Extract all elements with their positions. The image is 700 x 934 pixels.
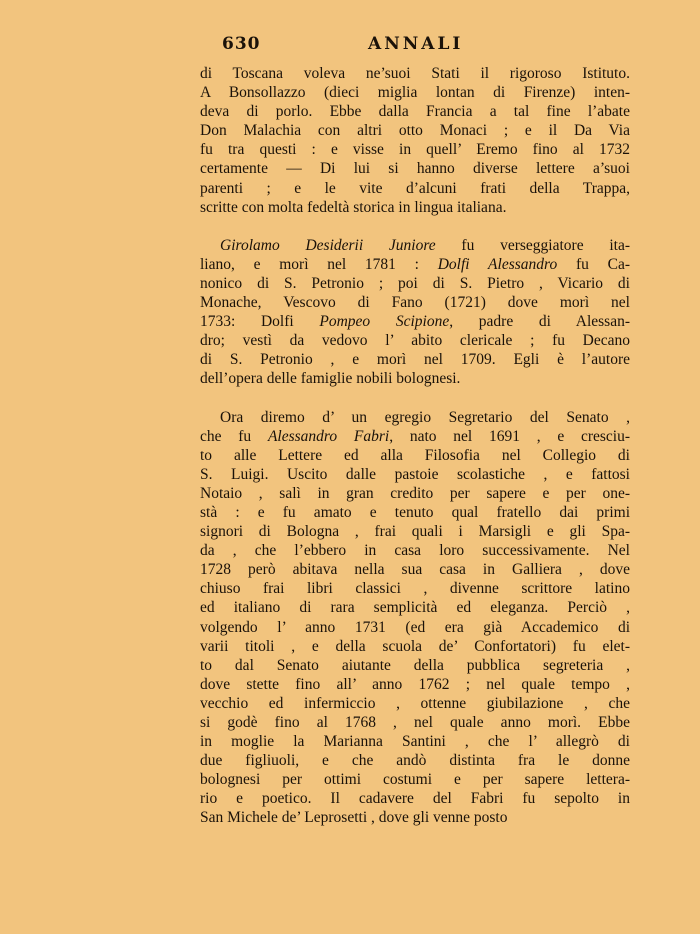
text-run: varii titoli , e della scuola de’ Confortatori) fu elet-	[200, 637, 630, 655]
text-line	[200, 751, 630, 770]
text-line	[200, 637, 630, 656]
text-run: parenti ; e le vite d’alcuni frati della Trappa,	[200, 179, 630, 197]
text-run: dove stette fino all’ anno 1762 ; nel quale tempo ,	[200, 675, 630, 693]
text-run: Don Malachia con altri otto Monaci ; e il Da Via	[200, 122, 630, 140]
text-line	[200, 675, 630, 694]
text-run: 1733: Dolfi	[200, 313, 320, 331]
text-line	[200, 789, 630, 808]
text-run: di Toscana voleva ne’suoi Stati il rigoroso Istituto.	[200, 65, 630, 82]
text-run: certamente — Di lui si hanno diverse lettere a’suoi	[200, 160, 630, 178]
text-line	[200, 656, 630, 675]
italic-name: Dolfi Alessandro	[437, 255, 558, 273]
text-line	[200, 541, 630, 560]
paragraph	[200, 64, 630, 217]
text-run: A Bonsollazzo (dieci miglia lontan di Firenze) inten-	[200, 84, 630, 102]
text-run: si godè fino al 1768 , nel quale anno morì. Ebbe	[200, 714, 630, 731]
text-line	[200, 369, 630, 388]
text-line	[200, 255, 630, 274]
text-run: Monache, Vescovo di Fano (1721) dove morì nel	[200, 294, 630, 312]
text-line	[200, 293, 630, 312]
text-line	[200, 598, 630, 617]
text-run: fu Ca-	[557, 255, 630, 273]
italic-name: Girolamo Desiderii Juniore	[220, 236, 436, 254]
text-line	[200, 274, 630, 293]
text-run: volgendo l’ anno 1731 (ed era già Accademico di	[200, 618, 630, 636]
text-run: bolognesi per ottimi costumi e per sapere lettera-	[200, 771, 630, 789]
text-run: to dal Senato aiutante della pubblica segreteria ,	[200, 656, 630, 674]
text-run: chiuso frai libri classici , divenne scrittore latino	[200, 580, 630, 598]
italic-name: Alessandro Fabri	[267, 427, 390, 445]
text-line	[200, 560, 630, 579]
text-line	[200, 503, 630, 522]
text-run: fu tra questi : e visse in quell’ Eremo fino al 1732	[200, 141, 630, 159]
text-run: Ora diremo d’ un egregio Segretario del Senato ,	[220, 408, 630, 426]
text-line	[200, 236, 630, 255]
text-line	[200, 121, 630, 140]
text-line	[200, 522, 630, 541]
text-run: liano, e morì nel 1781 :	[200, 255, 438, 273]
text-run: rio e poetico. Il cadavere del Fabri fu sepolto in	[200, 790, 630, 808]
text-line	[200, 732, 630, 751]
text-line	[200, 159, 630, 178]
text-line	[200, 770, 630, 789]
text-run: stà : e fu amato e tenuto qual fratello dai primi	[200, 503, 630, 521]
running-head: ANNALI	[368, 34, 464, 54]
text-run: due figliuoli, e che andò distinta fra le donne	[200, 752, 630, 770]
text-run: in moglie la Marianna Santini , che l’ allegrò di	[200, 733, 630, 751]
text-run: che fu	[200, 427, 268, 445]
text-run: Notaio , salì in gran credito per sapere e per one-	[200, 484, 630, 502]
page-header	[198, 34, 488, 56]
text-line	[200, 427, 630, 446]
body-text	[200, 64, 630, 828]
text-line	[200, 408, 630, 427]
text-line	[200, 350, 630, 369]
text-run: vecchio ed infermiccio , ottenne giubilazione , che	[200, 694, 630, 712]
text-line	[200, 579, 630, 598]
text-line	[200, 140, 630, 159]
text-line	[200, 312, 630, 331]
text-run: ed italiano di rara semplicità ed eleganza. Perciò ,	[200, 599, 630, 617]
text-line	[200, 808, 630, 827]
text-line	[200, 465, 630, 484]
text-run: dell’opera delle famiglie nobili bolognesi.	[200, 370, 461, 388]
paragraph	[200, 236, 630, 389]
text-line	[200, 331, 630, 350]
text-run: scritte con molta fedeltà storica in lingua italiana.	[200, 198, 507, 216]
text-run: signori di Bologna , frai quali i Marsigli e gli Spa-	[200, 523, 630, 541]
text-run: , nato nel 1691 , e cresciu-	[389, 427, 631, 445]
text-run: S. Luigi. Uscito dalle pastoie scolastiche , e fattosi	[200, 465, 630, 483]
italic-name: Pompeo Scipione	[319, 313, 450, 331]
text-run: to alle Lettere ed alla Filosofia nel Collegio di	[200, 446, 630, 464]
text-run: nonico di S. Petronio ; poi di S. Pietro , Vicario di	[200, 274, 630, 292]
text-run: da , che l’ebbero in casa loro successivamente. Nel	[200, 542, 630, 560]
text-run: di S. Petronio , e morì nel 1709. Egli è l’autore	[200, 351, 630, 369]
paragraph	[200, 408, 630, 828]
text-line	[200, 102, 630, 121]
text-line	[200, 83, 630, 102]
text-line	[200, 713, 630, 732]
text-line	[200, 446, 630, 465]
text-line	[200, 484, 630, 503]
text-line	[200, 694, 630, 713]
page-number: 630	[222, 34, 261, 54]
text-run: San Michele de’ Leprosetti , dove gli venne posto	[200, 809, 508, 827]
text-run: , padre di Alessan-	[449, 313, 630, 331]
text-line	[200, 179, 630, 198]
text-run: fu verseggiatore ita-	[435, 236, 630, 254]
text-run: dro; vestì da vedovo l’ abito clericale ; fu Decano	[200, 332, 630, 350]
text-line	[200, 618, 630, 637]
text-line	[200, 64, 630, 83]
text-run: deva di porlo. Ebbe dalla Francia a tal fine l’abate	[200, 103, 630, 121]
text-line	[200, 198, 630, 217]
text-run: 1728 però abitava nella sua casa in Galliera , dove	[200, 561, 630, 579]
